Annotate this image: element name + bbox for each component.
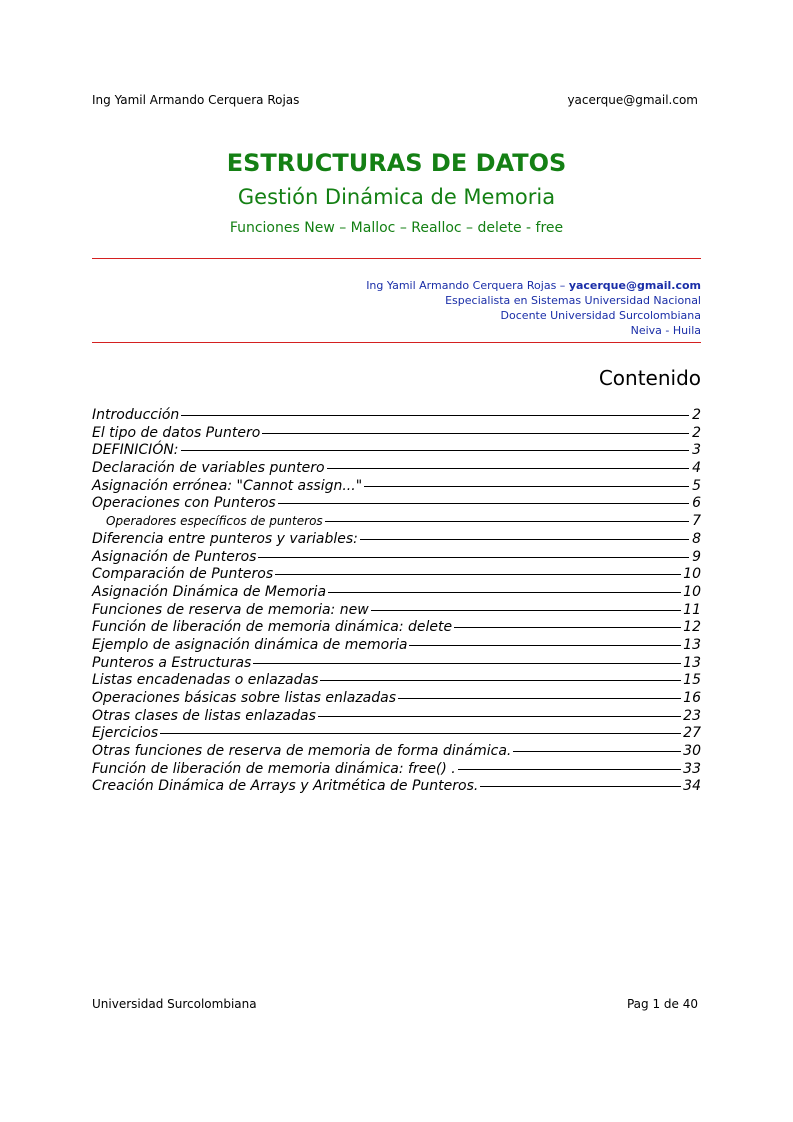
toc-entry[interactable]: [92, 760, 701, 778]
author-line-4: Neiva - Huila: [630, 324, 701, 337]
toc-entry-label: Operadores específicos de punteros: [106, 514, 323, 529]
toc-entry-label: Ejemplo de asignación dinámica de memoria: [92, 636, 408, 653]
toc-entry-label: Declaración de variables puntero: [92, 460, 325, 477]
toc-entry-page: 4: [692, 460, 701, 477]
document-title: ESTRUCTURAS DE DATOS: [226, 149, 567, 177]
toc-entry[interactable]: [92, 441, 701, 459]
author-name: Ing Yamil Armando Cerquera Rojas –: [366, 279, 569, 292]
page-header: [92, 93, 698, 107]
toc-entry-label: Diferencia entre punteros y variables:: [92, 530, 358, 547]
toc-entry[interactable]: [92, 777, 701, 795]
top-divider: [92, 258, 701, 259]
toc-leader: [181, 450, 689, 451]
toc-entry[interactable]: [92, 583, 701, 601]
toc-entry-page: 33: [683, 760, 701, 777]
toc-leader: [262, 433, 689, 434]
toc-leader: [181, 415, 689, 416]
toc-entry[interactable]: [92, 494, 701, 512]
toc-entry[interactable]: [92, 459, 701, 477]
toc-leader: [364, 486, 689, 487]
toc-entry-label: Operaciones básicas sobre listas enlazadas: [92, 690, 397, 706]
toc-entry-label: El tipo de datos Puntero: [92, 424, 261, 441]
toc-entry-label: Otras clases de listas enlazadas: [92, 707, 316, 724]
toc-entry[interactable]: [92, 406, 701, 424]
toc-entry[interactable]: [92, 565, 701, 583]
toc-entry[interactable]: [92, 707, 701, 725]
toc-leader: [325, 521, 689, 522]
toc-title: Contenido: [598, 366, 701, 390]
toc-leader: [328, 592, 681, 593]
toc-leader: [160, 733, 681, 734]
toc-entry-label: Asignación Dinámica de Memoria: [92, 583, 327, 600]
toc-entry-page: 15: [683, 672, 701, 689]
author-line-3: Docente Universidad Surcolombiana: [500, 309, 701, 322]
author-line-1: [366, 278, 701, 293]
toc-leader: [278, 503, 689, 504]
toc-entry-page: 3: [692, 442, 701, 459]
toc-leader: [327, 468, 689, 469]
toc-entry[interactable]: [92, 548, 701, 566]
toc-leader: [318, 716, 681, 717]
toc-entry-page: 6: [692, 495, 701, 512]
footer-university: Universidad Surcolombiana: [92, 997, 257, 1011]
header-email: yacerque@gmail.com: [567, 93, 698, 107]
toc-entry-page: 13: [683, 636, 701, 653]
toc-entry-label: Asignación errónea: "Cannot assign...": [92, 477, 363, 494]
toc-entry-page: 7: [692, 513, 701, 530]
toc-subentry[interactable]: [92, 512, 701, 530]
toc-entry-page: 27: [683, 725, 701, 742]
toc-entry-label: Operaciones con Punteros: [92, 495, 276, 512]
toc-entry-label: DEFINICIÓN:: [92, 442, 179, 459]
toc-entry-label: Funciones de reserva de memoria: new: [92, 601, 369, 618]
author-line-2: Especialista en Sistemas Universidad Nacional: [445, 294, 701, 307]
toc-entry-label: Otras funciones de reserva de memoria de forma dinámica.: [92, 743, 512, 760]
toc-entry[interactable]: [92, 601, 701, 619]
toc-entry[interactable]: [92, 424, 701, 442]
toc-entry[interactable]: [92, 724, 701, 742]
toc-entry-label: Punteros a Estructuras: [92, 654, 252, 671]
toc-entry-label: Listas encadenadas o enlazadas: [92, 672, 319, 689]
toc-entry-page: 10: [683, 583, 701, 600]
toc-entry-page: 16: [683, 690, 701, 706]
toc-entry-label: Función de liberación de memoria dinámica: delete: [92, 619, 453, 636]
toc-entry-page: 34: [683, 778, 701, 795]
toc-entry-page: 11: [683, 601, 701, 618]
toc-entry-label: Asignación de Punteros: [92, 548, 257, 565]
footer-page-number: Pag 1 de 40: [626, 997, 698, 1011]
toc-leader: [253, 663, 681, 664]
toc-entry[interactable]: [92, 618, 701, 636]
toc-entry-page: 2: [692, 407, 701, 423]
toc-entry-page: 5: [692, 477, 701, 494]
toc-entry[interactable]: [92, 654, 701, 672]
toc-leader: [258, 557, 689, 558]
toc-entry[interactable]: [92, 742, 701, 760]
bottom-divider: [92, 342, 701, 343]
toc-leader: [480, 786, 681, 787]
toc-leader: [513, 751, 681, 752]
toc-entry[interactable]: [92, 530, 701, 548]
toc-leader: [398, 698, 681, 699]
toc-entry-page: 9: [692, 548, 701, 565]
toc-leader: [320, 680, 681, 681]
toc-entry-label: Ejercicios: [92, 725, 159, 742]
toc-leader: [409, 645, 681, 646]
table-of-contents: [92, 406, 701, 795]
title-block: [92, 146, 701, 238]
toc-entry[interactable]: [92, 477, 701, 495]
toc-entry[interactable]: [92, 636, 701, 654]
toc-leader: [360, 539, 689, 540]
toc-entry-label: Función de liberación de memoria dinámica: free() .: [92, 760, 456, 777]
toc-entry-page: 23: [683, 707, 701, 724]
toc-entry-label: Comparación de Punteros: [92, 566, 274, 583]
author-block: [366, 278, 701, 338]
author-email-link[interactable]: yacerque@gmail.com: [568, 279, 701, 292]
toc-leader: [454, 627, 681, 628]
toc-entry-label: Introducción: [92, 407, 180, 423]
toc-entry-page: 30: [683, 743, 701, 760]
document-subtitle: Gestión Dinámica de Memoria: [237, 185, 556, 209]
toc-entry-page: 2: [692, 424, 701, 441]
header-author: Ing Yamil Armando Cerquera Rojas: [92, 93, 300, 107]
toc-entry-label: Creación Dinámica de Arrays y Aritmética de Punteros.: [92, 778, 479, 795]
toc-entry-page: 10: [683, 566, 701, 583]
page-footer: [92, 997, 698, 1011]
toc-entry-page: 8: [692, 530, 701, 547]
toc-leader: [371, 610, 682, 611]
toc-entry[interactable]: [92, 671, 701, 689]
toc-entry-page: 13: [683, 654, 701, 671]
toc-leader: [275, 574, 681, 575]
toc-entry-page: 12: [683, 619, 701, 636]
toc-leader: [458, 769, 681, 770]
toc-entry[interactable]: [92, 689, 701, 707]
document-topics: Funciones New – Malloc – Realloc – delete - free: [229, 220, 564, 236]
